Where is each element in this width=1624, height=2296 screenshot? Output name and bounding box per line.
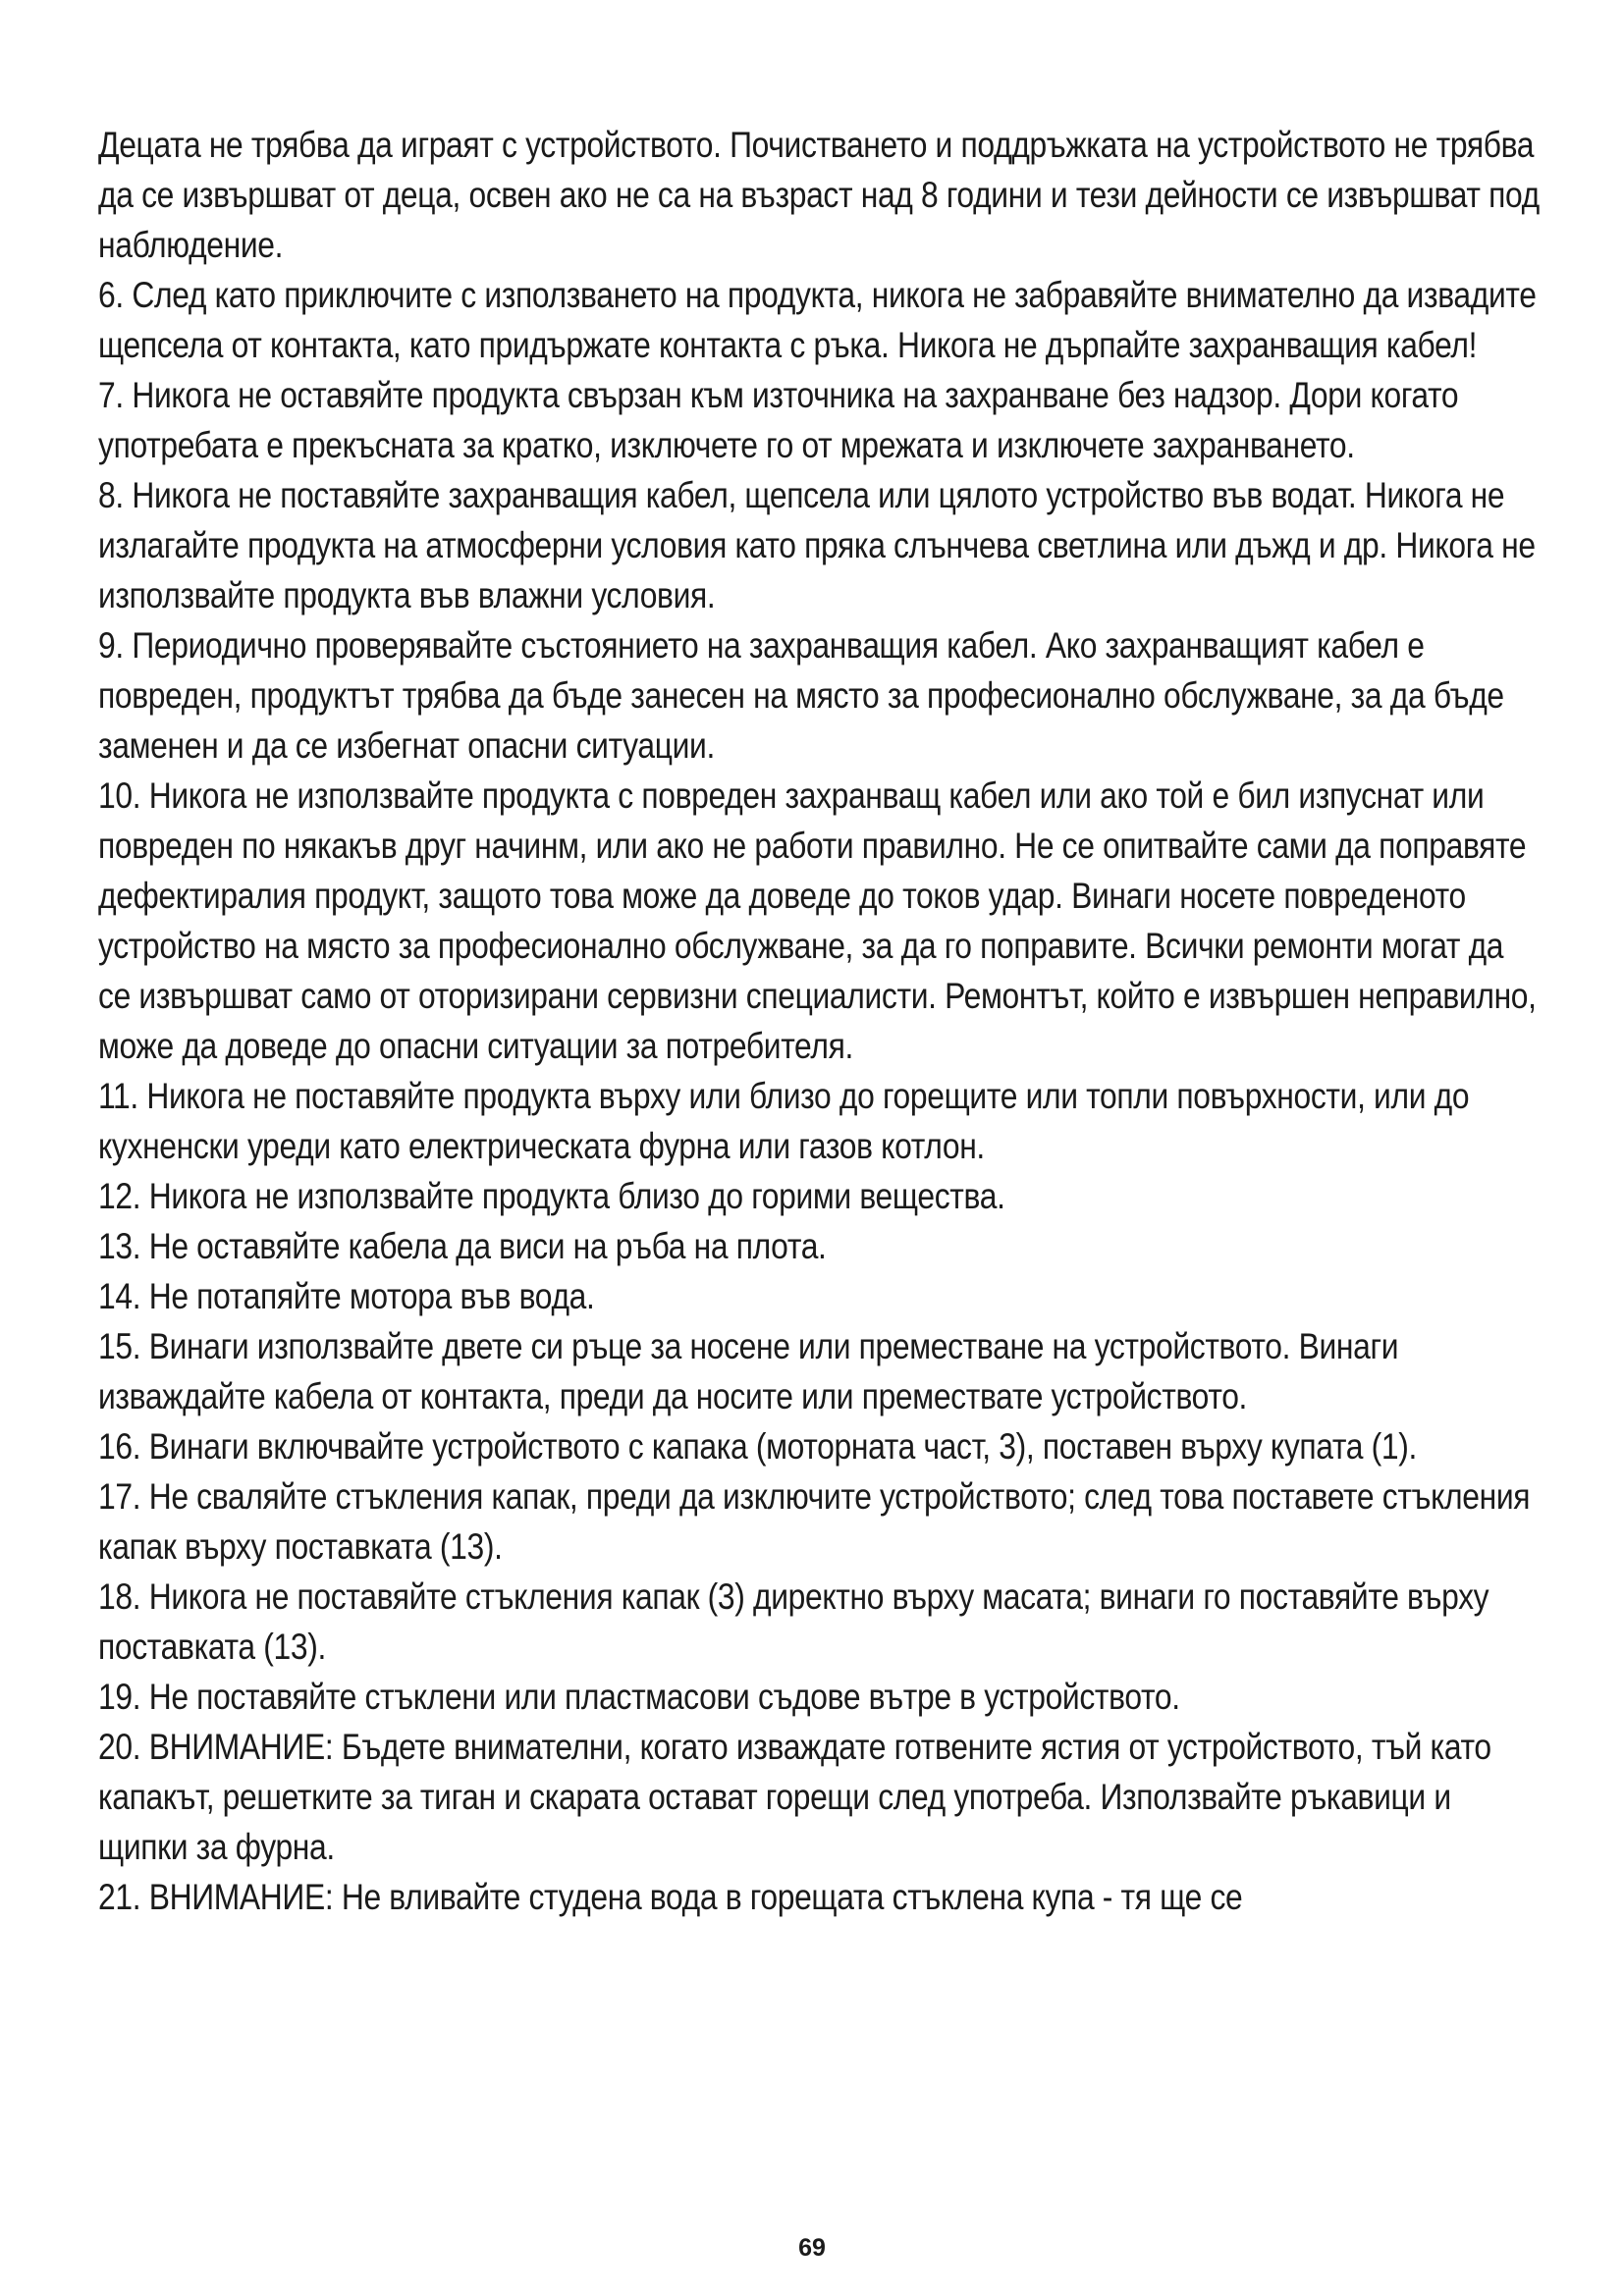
paragraph-item-21: 21. ВНИМАНИЕ: Не вливайте студена вода в горещата стъклена купа - тя ще се: [98, 1877, 1243, 1917]
paragraph-item-13: 13. Не оставяйте кабела да виси на ръба на плота.: [98, 1226, 827, 1266]
paragraph-item-7: 7. Никога не оставяйте продукта свързан към източника на захранване без надзор. Дори когато употребата е прекъсната за кратко, изключете го от мрежата и изключете захранването.: [98, 375, 1459, 465]
paragraph-item-6: 6. След като приключите с използването на продукта, никога не забравяйте внимателно да извадите щепсела от контакта, като придържате контакта с ръка. Никога не дърпайте захранващия кабел!: [98, 275, 1537, 365]
paragraph-item-9: 9. Периодично проверявайте състоянието на захранващия кабел. Ако захранващият кабел е повреден, продуктът трябва да бъде занесен на място за професионално обслужване, за да бъде заменен и да се избегнат опасни ситуации.: [98, 625, 1504, 766]
paragraph-item-20: 20. ВНИМАНИЕ: Бъдете внимателни, когато изваждате готвените ястия от устройството, тъй като капакът, решетките за тиган и скарата остават горещи след употреба. Използвайте ръкавици и щипки за фурна.: [98, 1727, 1491, 1867]
document-body: [98, 120, 1542, 1922]
paragraph-intro: Децата не трябва да играят с устройството. Почистването и поддръжката на устройството не трябва да се извършват от деца, освен ако не са на възраст над 8 години и тези дейности се извършват под наблюдение.: [98, 125, 1540, 265]
paragraph-item-8: 8. Никога не поставяйте захранващия кабел, щепсела или цялото устройство във водат. Никога не излагайте продукта на атмосферни условия като пряка слънчева светлина или дъжд и др. Никога не използвайте продукта във влажни условия.: [98, 475, 1536, 615]
paragraph-item-16: 16. Винаги включвайте устройството с капака (моторната част, 3), поставен върху купата (1).: [98, 1426, 1418, 1467]
paragraph-item-14: 14. Не потапяйте мотора във вода.: [98, 1276, 595, 1316]
paragraph-item-15: 15. Винаги използвайте двете си ръце за носене или преместване на устройството. Винаги изваждайте кабела от контакта, преди да носите или премествате устройството.: [98, 1326, 1399, 1416]
paragraph-item-12: 12. Никога не използвайте продукта близо до горими вещества.: [98, 1176, 1005, 1216]
paragraph-item-11: 11. Никога не поставяйте продукта върху или близо до горещите или топли повърхности, или до кухненски уреди като електрическата фурна или газов котлон.: [98, 1076, 1470, 1166]
paragraph-item-19: 19. Не поставяйте стъклени или пластмасови съдове вътре в устройството.: [98, 1677, 1180, 1717]
page-number: 69: [798, 2234, 826, 2262]
paragraph-item-10: 10. Никога не използвайте продукта с повреден захранващ кабел или ако той е бил изпуснат или повреден по някакъв друг начинм, или ако не работи правилно. Не се опитвайте сами да поправяте дефектиралия продукт, защото това може да доведе до токов удар. Винаги носете повреденото устройство на място за професионално обслужване, за да го поправите. Всички ремонти могат да се извършват само от оторизирани сервизни специалисти. Ремонтът, който е извършен неправилно, може да доведе до опасни ситуации за потребителя.: [98, 775, 1537, 1066]
paragraph-item-17: 17. Не сваляйте стъкления капак, преди да изключите устройството; след това поставете стъкления капак върху поставката (13).: [98, 1476, 1531, 1567]
paragraph-item-18: 18. Никога не поставяйте стъкления капак (3) директно върху масата; винаги го поставяйте върху поставката (13).: [98, 1576, 1489, 1667]
